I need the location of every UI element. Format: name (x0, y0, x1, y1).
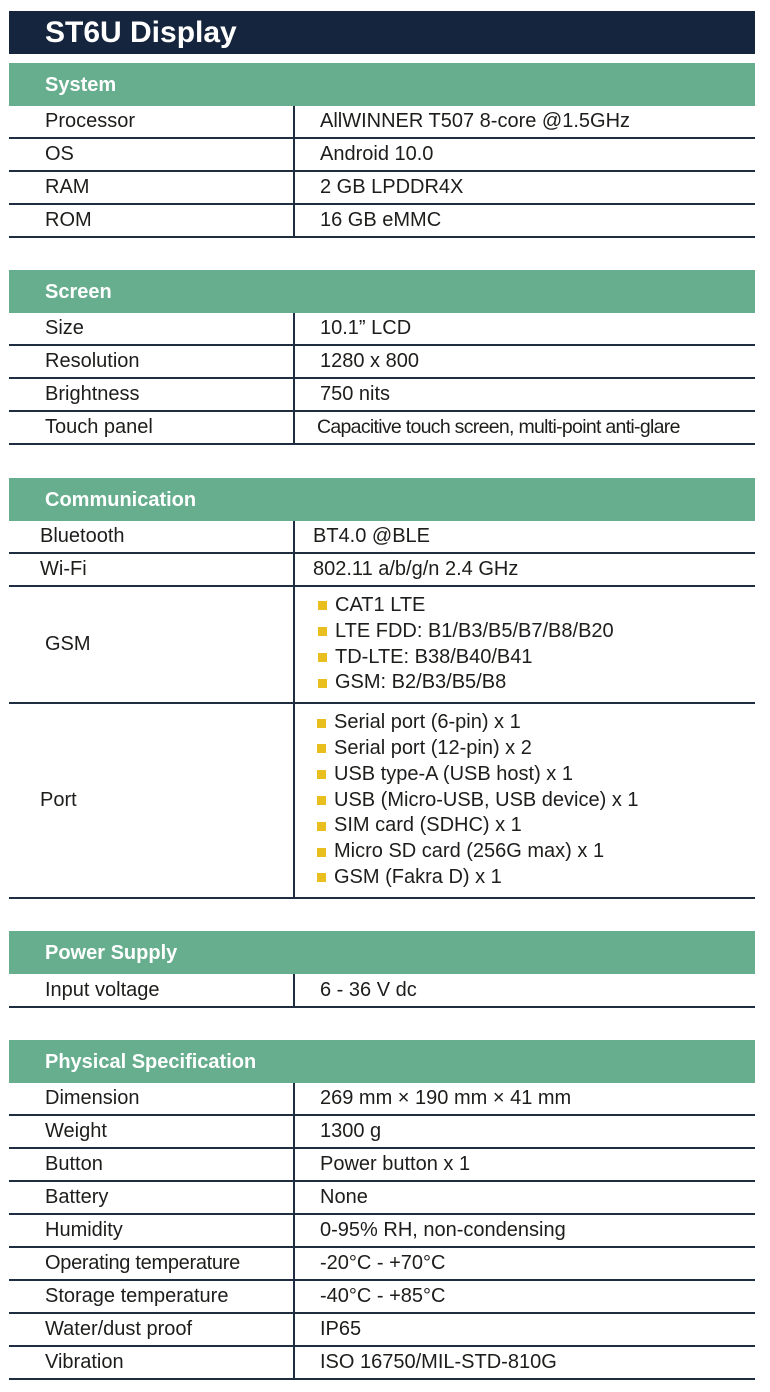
bullet-square-icon (317, 744, 326, 753)
bullet-square-icon (317, 873, 326, 882)
spec-label: Touch panel (9, 412, 295, 443)
communication-table (9, 521, 755, 899)
physical-table (9, 1083, 755, 1380)
spec-label: Size (9, 313, 295, 344)
spec-value: None (320, 1186, 368, 1208)
spec-value: AllWINNER T507 8-core @1.5GHz (320, 110, 631, 132)
list-item (317, 813, 639, 839)
list-item-text: LTE FDD: B1/B3/B5/B7/B8/B20 (335, 619, 614, 642)
table-row (9, 379, 755, 412)
list-item-text: Serial port (12-pin) x 2 (334, 737, 532, 759)
list-item-text: GSM (Fakra D) x 1 (334, 865, 502, 888)
spec-label: Bluetooth (9, 521, 295, 552)
spec-value: Power button x 1 (320, 1153, 471, 1175)
section-header-screen: Screen (9, 270, 755, 313)
spec-value: ISO 16750/MIL-STD-810G (320, 1351, 557, 1373)
port-bullet-list (317, 710, 639, 891)
list-item (318, 670, 614, 696)
table-row (9, 205, 755, 238)
bullet-square-icon (317, 719, 326, 728)
section-header-physical-specification: Physical Specification (9, 1040, 755, 1083)
spec-label: Button (9, 1149, 295, 1180)
table-row (9, 554, 755, 587)
table-row (9, 1182, 755, 1215)
list-item-text: GSM: B2/B3/B5/B8 (335, 671, 507, 694)
list-item (317, 710, 639, 736)
list-item (317, 762, 639, 788)
spec-label: RAM (9, 172, 295, 203)
table-row (9, 1149, 755, 1182)
list-item (318, 645, 614, 671)
table-row (9, 412, 755, 445)
screen-table (9, 313, 755, 445)
spec-value: 1300 g (320, 1120, 382, 1142)
page-title: ST6U Display (9, 11, 755, 54)
bullet-square-icon (318, 627, 327, 636)
list-item (318, 593, 614, 619)
table-row (9, 1248, 755, 1281)
table-row (9, 1083, 755, 1116)
system-table (9, 106, 755, 238)
spec-value: Android 10.0 (320, 143, 434, 165)
spec-value: 802.11 a/b/g/n 2.4 GHz (313, 558, 519, 580)
spec-label: Vibration (9, 1347, 295, 1378)
table-row (9, 1116, 755, 1149)
list-item-text: Serial port (6-pin) x 1 (334, 711, 521, 734)
spec-value: 10.1” LCD (320, 317, 412, 339)
spec-label: Storage temperature (9, 1281, 295, 1312)
list-item-text: SIM card (SDHC) x 1 (334, 814, 522, 837)
spec-label: ROM (9, 205, 295, 236)
spec-value: 1280 x 800 (320, 350, 419, 372)
spec-value: 16 GB eMMC (320, 209, 442, 231)
spec-value: 6 - 36 V dc (320, 978, 417, 1001)
list-item (317, 788, 639, 814)
spec-value (295, 704, 755, 897)
spec-label: Dimension (9, 1083, 295, 1114)
table-row (9, 1347, 755, 1380)
table-row (9, 1215, 755, 1248)
spec-label: Operating temperature (9, 1248, 295, 1279)
spec-value (295, 587, 755, 702)
table-row (9, 139, 755, 172)
table-row (9, 313, 755, 346)
bullet-square-icon (317, 770, 326, 779)
section-header-communication: Communication (9, 478, 755, 521)
power-table (9, 974, 755, 1008)
spec-label: Water/dust proof (9, 1314, 295, 1345)
bullet-square-icon (317, 848, 326, 857)
spec-value: 750 nits (320, 383, 391, 405)
table-row (9, 346, 755, 379)
spec-label: GSM (9, 587, 295, 702)
list-item (318, 619, 614, 645)
list-item-text: CAT1 LTE (335, 593, 426, 616)
table-row-port (9, 704, 755, 899)
spec-label: Humidity (9, 1215, 295, 1246)
spec-label: Processor (9, 106, 295, 137)
spec-label: Input voltage (9, 974, 295, 1006)
bullet-square-icon (318, 653, 327, 662)
list-item (317, 736, 639, 762)
bullet-square-icon (318, 601, 327, 610)
list-item-text: Micro SD card (256G max) x 1 (334, 840, 605, 863)
table-row-gsm (9, 587, 755, 704)
table-row (9, 172, 755, 205)
table-row (9, 974, 755, 1008)
bullet-square-icon (317, 822, 326, 831)
spec-value: 0-95% RH, non-condensing (320, 1219, 566, 1241)
section-header-system: System (9, 63, 755, 106)
bullet-square-icon (318, 679, 327, 688)
spec-label: Port (9, 704, 295, 897)
spec-label: Battery (9, 1182, 295, 1213)
bullet-square-icon (317, 796, 326, 805)
spec-value: Capacitive touch screen, multi-point anti-glare (317, 416, 680, 438)
spec-value: IP65 (320, 1318, 362, 1340)
spec-value: 269 mm × 190 mm × 41 mm (320, 1087, 572, 1109)
list-item (317, 839, 639, 865)
spec-label: OS (9, 139, 295, 170)
spec-label: Wi-Fi (9, 554, 295, 585)
table-row (9, 106, 755, 139)
spec-value: 2 GB LPDDR4X (320, 176, 464, 198)
table-row (9, 1281, 755, 1314)
spec-value: -40°C - +85°C (320, 1285, 446, 1307)
list-item (317, 865, 639, 891)
list-item-text: USB type-A (USB host) x 1 (334, 762, 573, 785)
spec-label: Brightness (9, 379, 295, 410)
spec-label: Resolution (9, 346, 295, 377)
table-row (9, 521, 755, 554)
list-item-text: TD-LTE: B38/B40/B41 (335, 645, 533, 668)
gsm-bullet-list (318, 593, 614, 696)
spec-value: -20°C - +70°C (320, 1252, 446, 1274)
spec-value: BT4.0 @BLE (313, 525, 431, 547)
spec-label: Weight (9, 1116, 295, 1147)
table-row (9, 1314, 755, 1347)
section-header-power-supply: Power Supply (9, 931, 755, 974)
list-item-text: USB (Micro-USB, USB device) x 1 (334, 788, 639, 811)
